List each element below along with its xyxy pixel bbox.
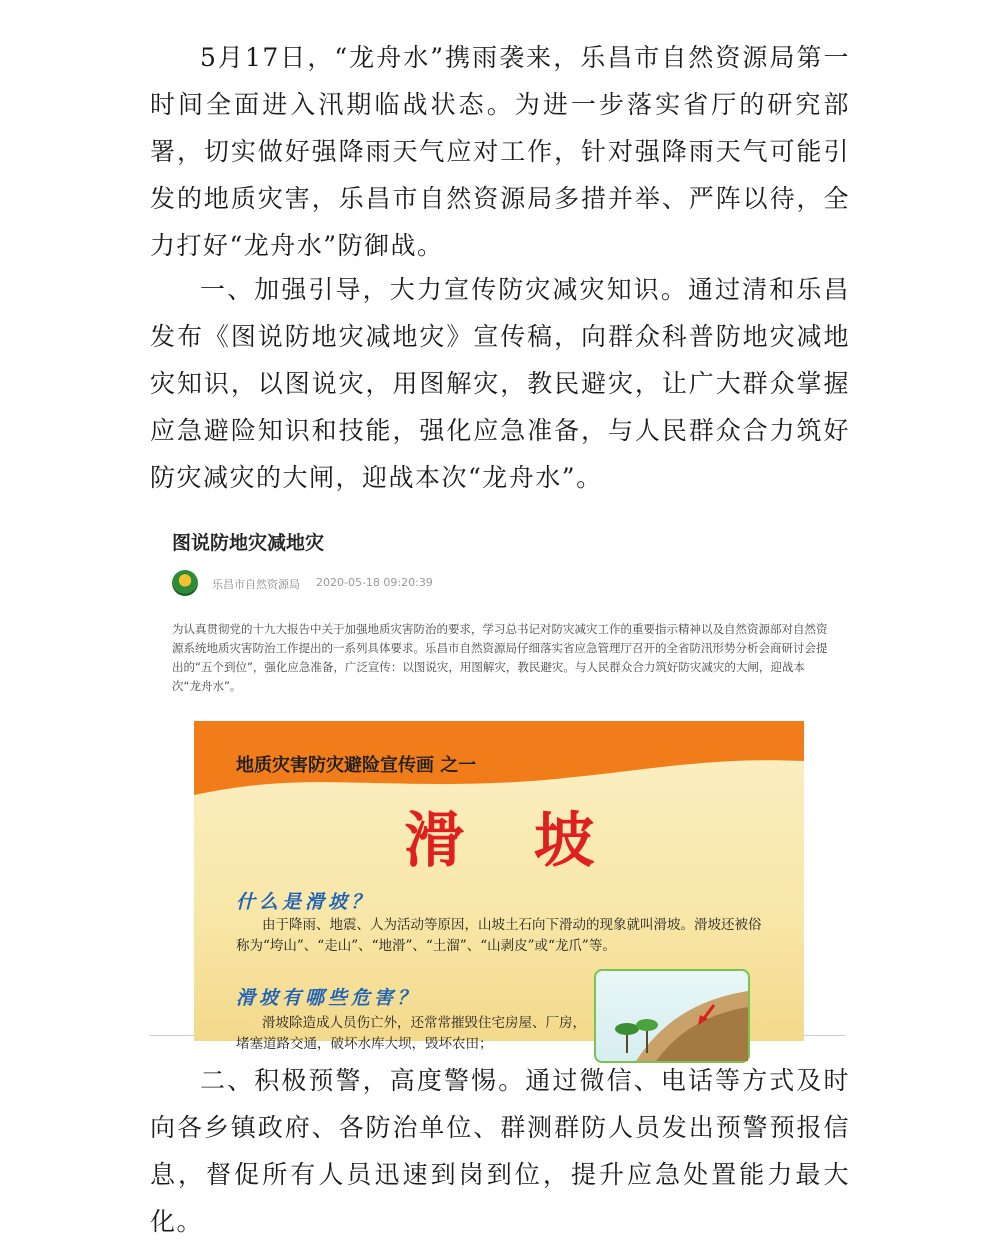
embed-title: 图说防地灾减地灾: [172, 532, 325, 554]
question-landslide-hazards: 滑坡有哪些危害？: [236, 987, 421, 1009]
embed-source: 乐昌市自然资源局: [212, 578, 300, 591]
paragraph-intro: 5月17日，“龙舟水”携雨袭来，乐昌市自然资源局第一时间全面进入汛期临战状态。为进一步落实省厅的研究部署，切实做好强降雨天气应对工作，针对强降雨天气可能引发的地质灾害，乐昌市自然资源局多措并举、严阵以待，全力打好“龙舟水”防御战。: [150, 43, 850, 260]
question-what-is-landslide: 什么是滑坡？: [236, 891, 375, 913]
embed-date: 2020-05-18 09:20:39: [316, 576, 433, 589]
landslide-scene-icon: [596, 971, 748, 1061]
answer-what-is-landslide: 由于降雨、地震、人为活动等原因，山坡土石向下滑动的现象就叫滑坡。滑坡还被俗称为“垮山”、“走山”、“地滑”、“土溜”、“山剥皮”或“龙爪”等。: [236, 917, 762, 954]
landslide-poster: [194, 721, 804, 1052]
poster-big-title: 滑坡: [404, 806, 664, 876]
organization-logo-icon: [172, 570, 198, 596]
paragraph-section-one: 一、加强引导，大力宣传防灾减灾知识。通过清和乐昌发布《图说防地灾减地灾》宣传稿，向群众科普防地灾减地灾知识，以图说灾，用图解灾，教民避灾，让广大群众掌握应急避险知识和技能，强化应急准备，与人民群众合力筑好防灾减灾的大闸，迎战本次“龙舟水”。: [150, 275, 850, 492]
embed-intro: 为认真贯彻党的十九大报告中关于加强地质灾害防治的要求，学习总书记对防灾减灾工作的重要指示精神以及自然资源部对自然资源系统地质灾害防治工作提出的一系列具体要求。乐昌市自然资源局仔细落实省应急管理厅召开的全省防汛形势分析会商研讨会提出的“五个到位”，强化应急准备，广泛宣传：以图说灾，用图解灾，教民避灾。与人民群众合力筑好防灾减灾的大闸，迎战本次“龙舟水”。: [172, 622, 828, 693]
paragraph-section-two: 二、积极预警，高度警惕。通过微信、电话等方式及时向各乡镇政府、各防治单位、群测群防人员发出预警预报信息，督促所有人员迅速到岗到位，提升应急处置能力最大化。: [150, 1066, 850, 1236]
answer-landslide-hazards: 滑坡除造成人员伤亡外，还常常摧毁住宅房屋、厂房，堵塞道路交通，破坏水库大坝，毁坏农田；: [236, 1015, 586, 1052]
landslide-illustration: [594, 969, 750, 1063]
poster-heading: 地质灾害防灾避险宣传画 之一: [236, 755, 477, 776]
embedded-article-screenshot: [150, 508, 846, 1052]
